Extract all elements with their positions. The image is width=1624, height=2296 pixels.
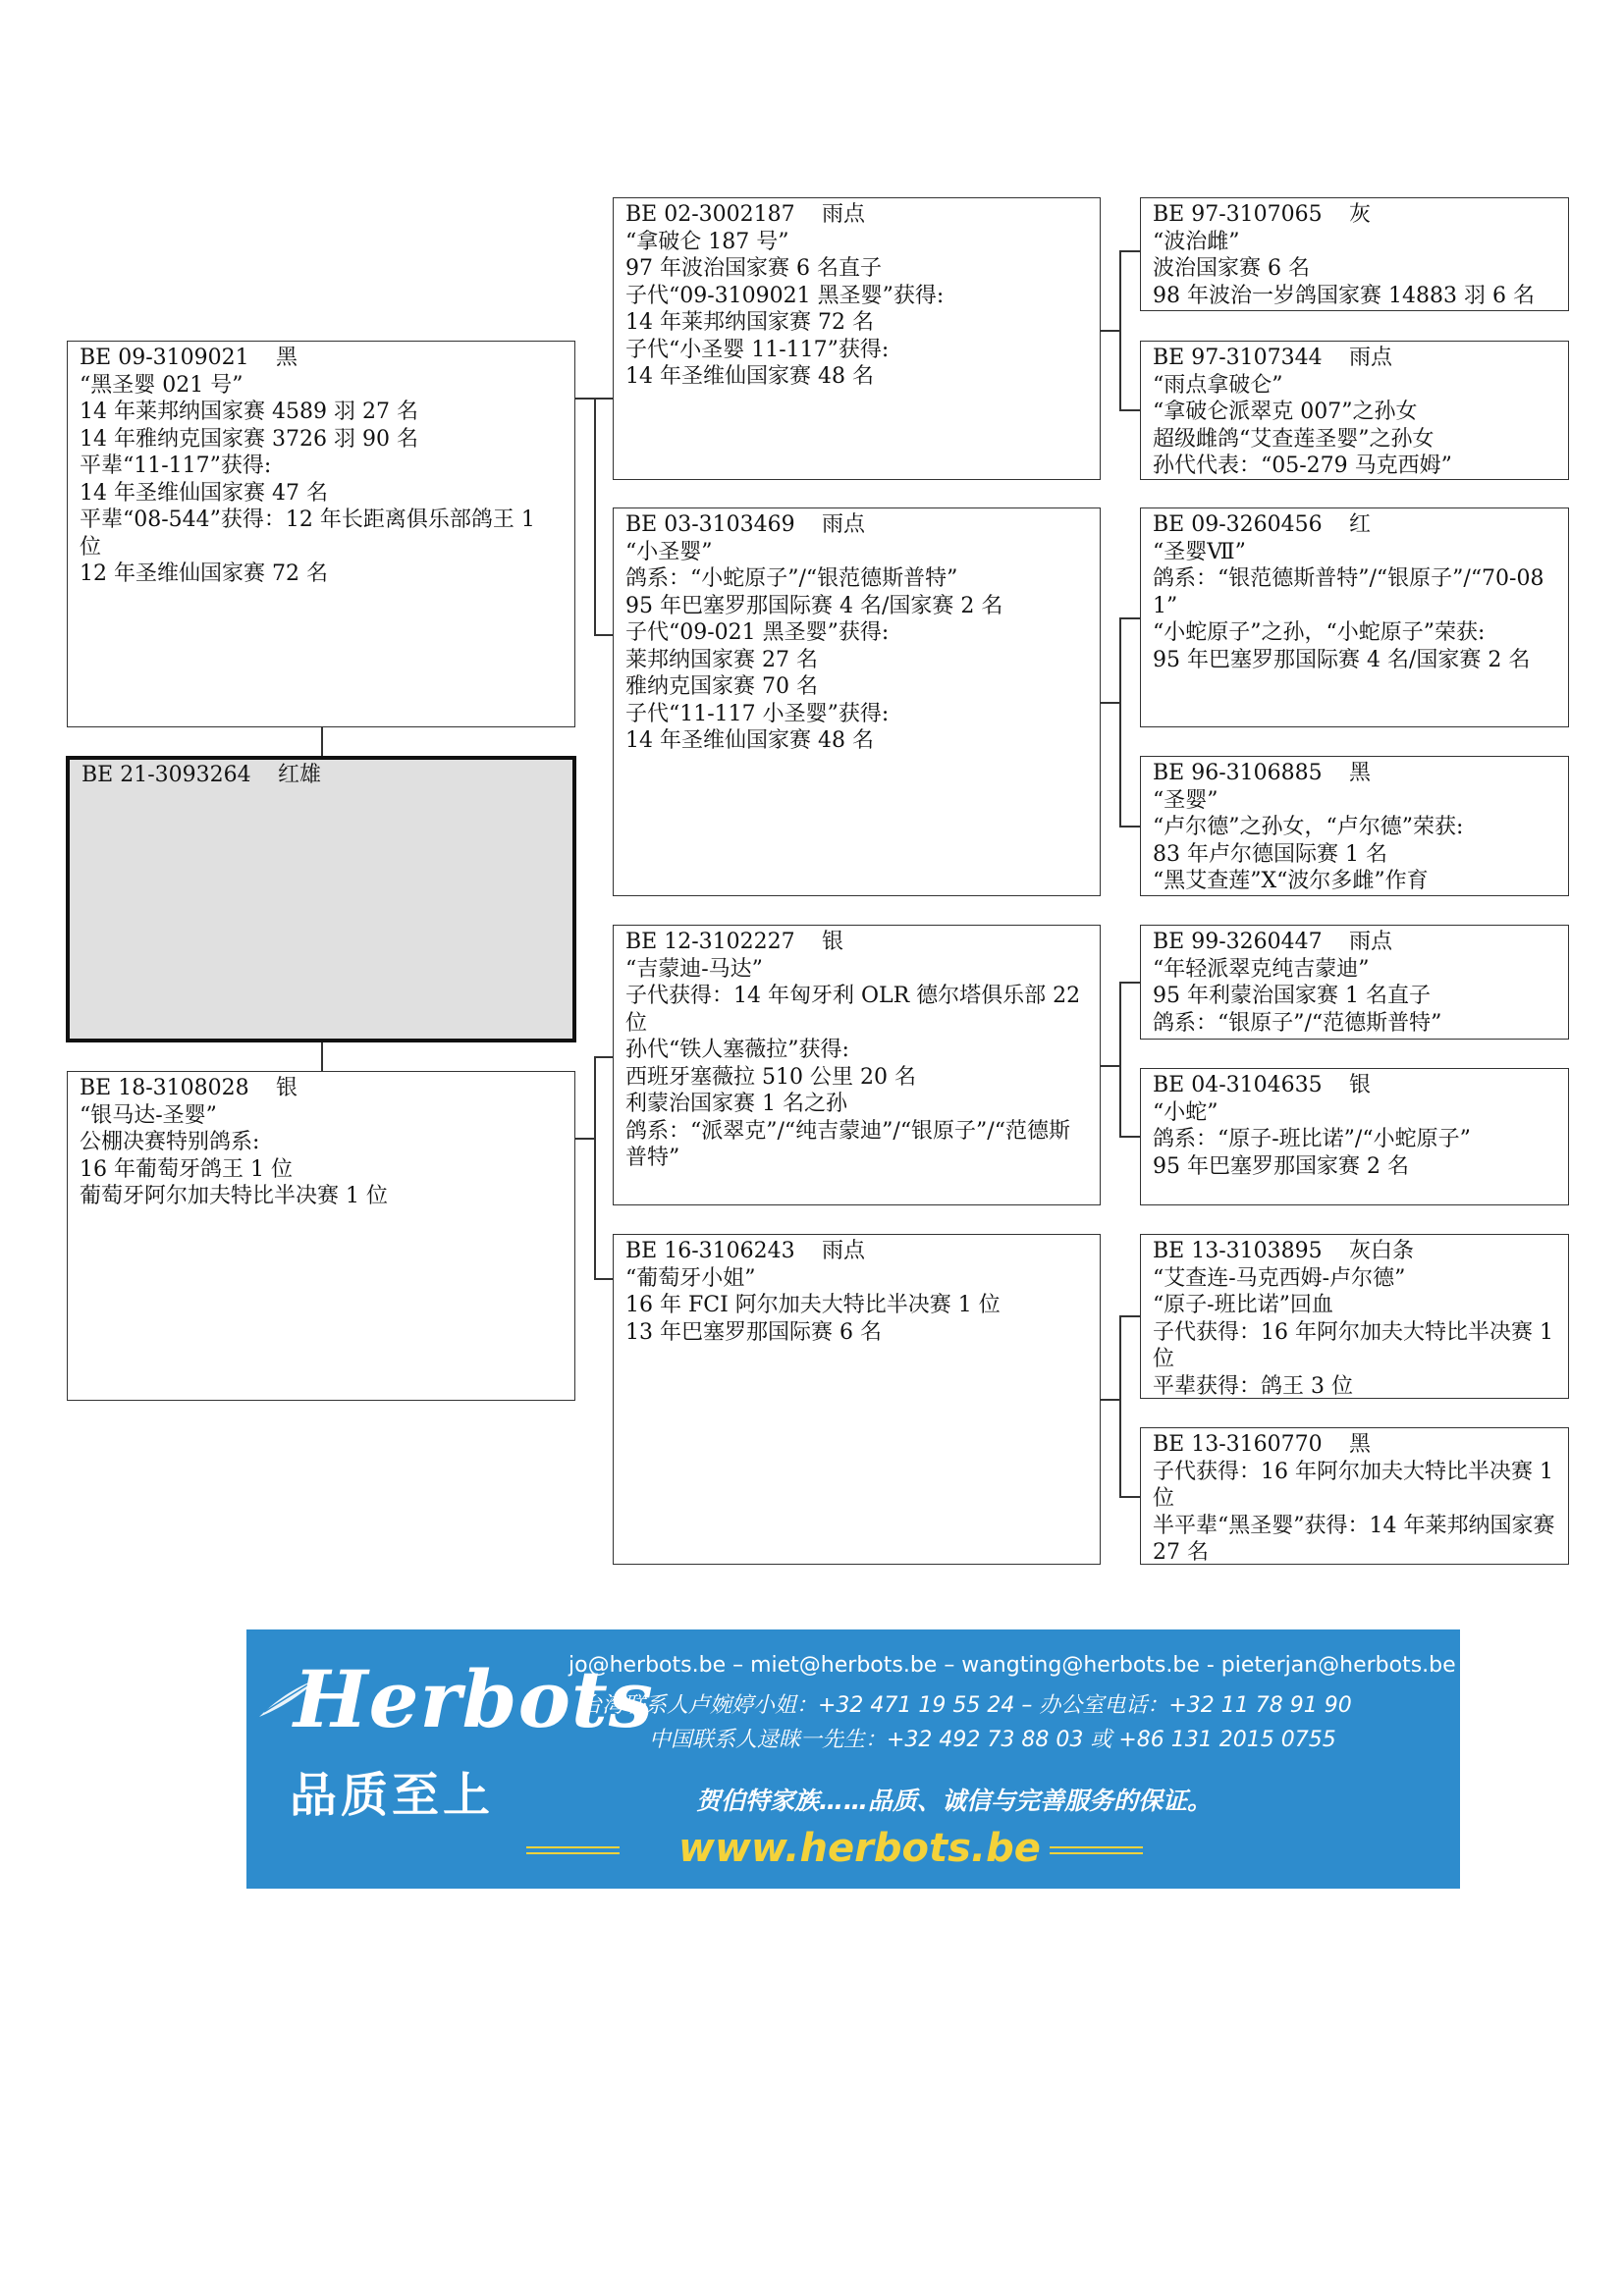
card-line: 平辈“11-117”获得:: [80, 454, 272, 478]
card-line: 鸽系：“银范德斯普特”/“银原子”/“70-081”: [1153, 566, 1544, 618]
plumage-color: 雨点: [822, 202, 866, 227]
dam-dam-card: [613, 1234, 1101, 1565]
connector-line: [594, 1056, 596, 1279]
dam-card: [67, 1071, 575, 1401]
ring-number: BE 12-3102227: [625, 930, 795, 954]
ring-number: BE 09-3260456: [1153, 512, 1323, 537]
card-line: 83 年卢尔德国际赛 1 名: [1153, 841, 1387, 867]
dd-dam-card: [1140, 1427, 1569, 1565]
plumage-color: 雨点: [822, 1239, 866, 1263]
banner-emails[interactable]: jo@herbots.be – miet@herbots.be – wangting@herbots.be - pieterjan@herbots.be: [568, 1653, 1456, 1678]
connector-line: [575, 1138, 595, 1140]
connector-line: [1101, 1399, 1120, 1401]
sd-sire-card: [1140, 507, 1569, 727]
card-header: [80, 1075, 563, 1102]
ds-sire-card: [1140, 925, 1569, 1040]
ss-sire-card: [1140, 197, 1569, 311]
card-header: [1153, 345, 1556, 372]
subject-card: [66, 756, 576, 1042]
connector-line: [594, 1278, 613, 1280]
plumage-color: 红雄: [278, 763, 322, 787]
card-line: 子代“09-021 黑圣婴”获得:: [625, 620, 890, 645]
card-line: 鸽系：“派翠克”/“纯吉蒙迪”/“银原子”/“范德斯普特”: [625, 1118, 1070, 1170]
card-line: 14 年圣维仙国家赛 47 名: [80, 480, 328, 506]
card-line: “小圣婴”: [625, 539, 713, 564]
card-line: 12 年圣维仙国家赛 72 名: [80, 561, 328, 586]
card-line: 14 年雅纳克国家赛 3726 羽 90 名: [80, 426, 418, 452]
card-line: 葡萄牙阿尔加夫特比半决赛 1 位: [80, 1184, 388, 1208]
connector-line: [1119, 250, 1140, 252]
connector-line: [1119, 409, 1140, 411]
banner-slogan: 品质至上: [290, 1768, 495, 1823]
card-line: 16 年 FCI 阿尔加夫大特比半决赛 1 位: [625, 1293, 1001, 1317]
card-line: 14 年莱邦纳国家赛 72 名: [625, 310, 874, 335]
card-line: 97 年波治国家赛 6 名直子: [625, 256, 882, 281]
connector-line: [594, 634, 613, 636]
card-line: “小蛇原子”之孙，“小蛇原子”荣获:: [1153, 620, 1486, 645]
connector-line: [575, 398, 595, 400]
herbots-logo: Herbots: [294, 1653, 654, 1745]
ring-number: BE 99-3260447: [1153, 930, 1323, 954]
ring-number: BE 96-3106885: [1153, 761, 1323, 785]
card-line: 超级雌鸽“艾查莲圣婴”之孙女: [1153, 426, 1435, 452]
card-line: 半平辈“黑圣婴”获得：14 年莱邦纳国家赛 27 名: [1153, 1513, 1562, 1565]
card-line: 子代获得：16 年阿尔加夫大特比半决赛 1 位: [1153, 1319, 1560, 1371]
card-header: [1153, 929, 1556, 956]
plumage-color: 雨点: [1349, 346, 1393, 370]
plumage-color: 银: [276, 1076, 298, 1100]
card-line: 鸽系：“小蛇原子”/“银范德斯普特”: [625, 566, 958, 591]
connector-line: [1119, 982, 1140, 984]
card-line: “吉蒙迪-马达”: [625, 956, 763, 982]
card-line: “卢尔德”之孙女，“卢尔德”荣获:: [1153, 815, 1464, 839]
connector-line: [1119, 826, 1140, 828]
card-line: 平辈获得：鸽王 3 位: [1153, 1373, 1353, 1399]
plumage-color: 雨点: [822, 512, 866, 537]
connector-line: [1101, 1065, 1120, 1067]
card-line: “原子-班比诺”回血: [1153, 1293, 1333, 1317]
contact-taiwan: 台湾联系人卢婉婷小姐：+32 471 19 55 24 – 办公室电话：+32 11 78 91 90: [580, 1693, 1352, 1718]
plumage-color: 银: [822, 930, 844, 954]
card-line: 子代“11-117 小圣婴”获得:: [625, 701, 890, 726]
connector-line: [321, 1042, 323, 1071]
card-line: 95 年巴塞罗那国际赛 4 名/国家赛 2 名: [625, 593, 1003, 618]
connector-line: [1119, 617, 1121, 827]
card-header: [1153, 1431, 1556, 1459]
plumage-color: 黑: [1349, 761, 1372, 785]
card-line: 孙代“铁人塞薇拉”获得:: [625, 1038, 849, 1062]
connector-line: [1119, 1136, 1140, 1138]
plumage-color: 灰白条: [1349, 1239, 1415, 1263]
card-line: “葡萄牙小姐”: [625, 1265, 756, 1291]
connector-line: [594, 398, 613, 400]
banner-tagline: 贺伯特家族……品质、诚信与完善服务的保证。: [696, 1787, 1213, 1815]
banner-divider: [1050, 1846, 1143, 1854]
sd-dam-card: [1140, 756, 1569, 896]
card-header: [625, 511, 1088, 539]
card-line: “波治雌”: [1153, 229, 1240, 254]
card-header: [625, 1238, 1088, 1265]
connector-line: [1119, 1315, 1121, 1497]
card-line: 平辈“08-544”获得：12 年长距离俱乐部鸽王 1 位: [80, 507, 542, 560]
card-line: 孙代代表：“05-279 马克西姆”: [1153, 454, 1452, 478]
ring-number: BE 97-3107065: [1153, 202, 1323, 227]
card-line: “拿破仑 187 号”: [625, 229, 789, 254]
ring-number: BE 97-3107344: [1153, 346, 1323, 370]
website-link[interactable]: www.herbots.be: [678, 1826, 1041, 1871]
ring-number: BE 03-3103469: [625, 512, 795, 537]
connector-line: [594, 1056, 613, 1058]
connector-line: [1119, 982, 1121, 1137]
ring-number: BE 13-3103895: [1153, 1239, 1323, 1263]
ring-number: BE 04-3104635: [1153, 1073, 1323, 1097]
card-line: 利蒙治国家赛 1 名之孙: [625, 1092, 847, 1116]
card-line: 14 年莱邦纳国家赛 4589 羽 27 名: [80, 400, 418, 424]
card-line: 16 年葡萄牙鸽王 1 位: [80, 1156, 293, 1182]
card-line: 95 年巴塞罗那国家赛 2 名: [1153, 1153, 1409, 1179]
card-line: 13 年巴塞罗那国际赛 6 名: [625, 1319, 882, 1345]
card-line: 子代获得：14 年匈牙利 OLR 德尔塔俱乐部 22 位: [625, 984, 1088, 1036]
card-line: 14 年圣维仙国家赛 48 名: [625, 728, 874, 753]
plumage-color: 银: [1349, 1073, 1372, 1097]
card-line: “圣婴Ⅶ”: [1153, 539, 1246, 564]
card-header: [1153, 760, 1556, 787]
card-line: “圣婴”: [1153, 787, 1218, 813]
connector-line: [1119, 250, 1121, 410]
dam-sire-card: [613, 925, 1101, 1205]
card-header: [625, 929, 1088, 956]
card-line: 莱邦纳国家赛 27 名: [625, 647, 818, 672]
card-line: 公棚决赛特别鸽系:: [80, 1130, 260, 1154]
ring-number: BE 21-3093264: [81, 763, 251, 787]
card-header: [625, 201, 1088, 229]
connector-line: [1101, 330, 1120, 332]
herbots-banner: [246, 1629, 1460, 1889]
plumage-color: 黑: [1349, 1432, 1372, 1457]
card-line: 鸽系：“银原子”/“范德斯普特”: [1153, 1010, 1442, 1036]
sire-sire-card: [613, 197, 1101, 480]
card-line: “拿破仑派翠克 007”之孙女: [1153, 400, 1418, 424]
ring-number: BE 13-3160770: [1153, 1432, 1323, 1457]
ds-dam-card: [1140, 1068, 1569, 1205]
card-line: “艾查连-马克西姆-卢尔德”: [1153, 1265, 1406, 1291]
card-line: 14 年圣维仙国家赛 48 名: [625, 364, 874, 389]
card-line: 雅纳克国家赛 70 名: [625, 674, 818, 699]
card-line: “银马达-圣婴”: [80, 1102, 217, 1128]
card-line: 波治国家赛 6 名: [1153, 256, 1310, 281]
contact-china: 中国联系人逯睐一先生：+32 492 73 88 03 或 +86 131 2015 0755: [649, 1728, 1336, 1752]
sire-dam-card: [613, 507, 1101, 896]
card-line: 95 年巴塞罗那国际赛 4 名/国家赛 2 名: [1153, 647, 1531, 672]
plumage-color: 雨点: [1349, 930, 1393, 954]
connector-line: [1119, 617, 1140, 619]
card-line: 子代“小圣婴 11-117”获得:: [625, 337, 890, 362]
card-header: [81, 762, 561, 789]
plumage-color: 灰: [1349, 202, 1372, 227]
card-header: [1153, 201, 1556, 229]
card-line: 子代获得：16 年阿尔加夫大特比半决赛 1 位: [1153, 1459, 1560, 1511]
card-header: [1153, 1238, 1556, 1265]
card-line: 西班牙塞薇拉 510 公里 20 名: [625, 1064, 916, 1090]
card-line: “小蛇”: [1153, 1099, 1218, 1125]
connector-line: [1101, 702, 1120, 704]
plumage-color: 红: [1349, 512, 1372, 537]
card-line: “年轻派翠克纯吉蒙迪”: [1153, 956, 1370, 982]
card-header: [80, 345, 563, 372]
ring-number: BE 02-3002187: [625, 202, 795, 227]
banner-divider: [526, 1846, 620, 1854]
card-line: 鸽系：“原子-班比诺”/“小蛇原子”: [1153, 1127, 1471, 1151]
card-line: 子代“09-3109021 黑圣婴”获得:: [625, 283, 945, 308]
card-line: 95 年利蒙治国家赛 1 名直子: [1153, 984, 1431, 1008]
dd-sire-card: [1140, 1234, 1569, 1399]
sire-card: [67, 341, 575, 727]
card-line: “黑圣婴 021 号”: [80, 372, 244, 398]
connector-line: [321, 727, 323, 756]
plumage-color: 黑: [276, 346, 298, 370]
ring-number: BE 18-3108028: [80, 1076, 249, 1100]
card-line: “雨点拿破仑”: [1153, 372, 1283, 398]
ring-number: BE 09-3109021: [80, 346, 249, 370]
card-header: [1153, 1072, 1556, 1099]
card-line: 98 年波治一岁鸽国家赛 14883 羽 6 名: [1153, 283, 1535, 308]
card-header: [1153, 511, 1556, 539]
ss-dam-card: [1140, 341, 1569, 480]
connector-line: [1119, 1315, 1140, 1317]
connector-line: [594, 398, 596, 635]
connector-line: [1119, 1496, 1140, 1498]
card-line: “黑艾查莲”X“波尔多雌”作育: [1153, 869, 1429, 893]
ring-number: BE 16-3106243: [625, 1239, 795, 1263]
